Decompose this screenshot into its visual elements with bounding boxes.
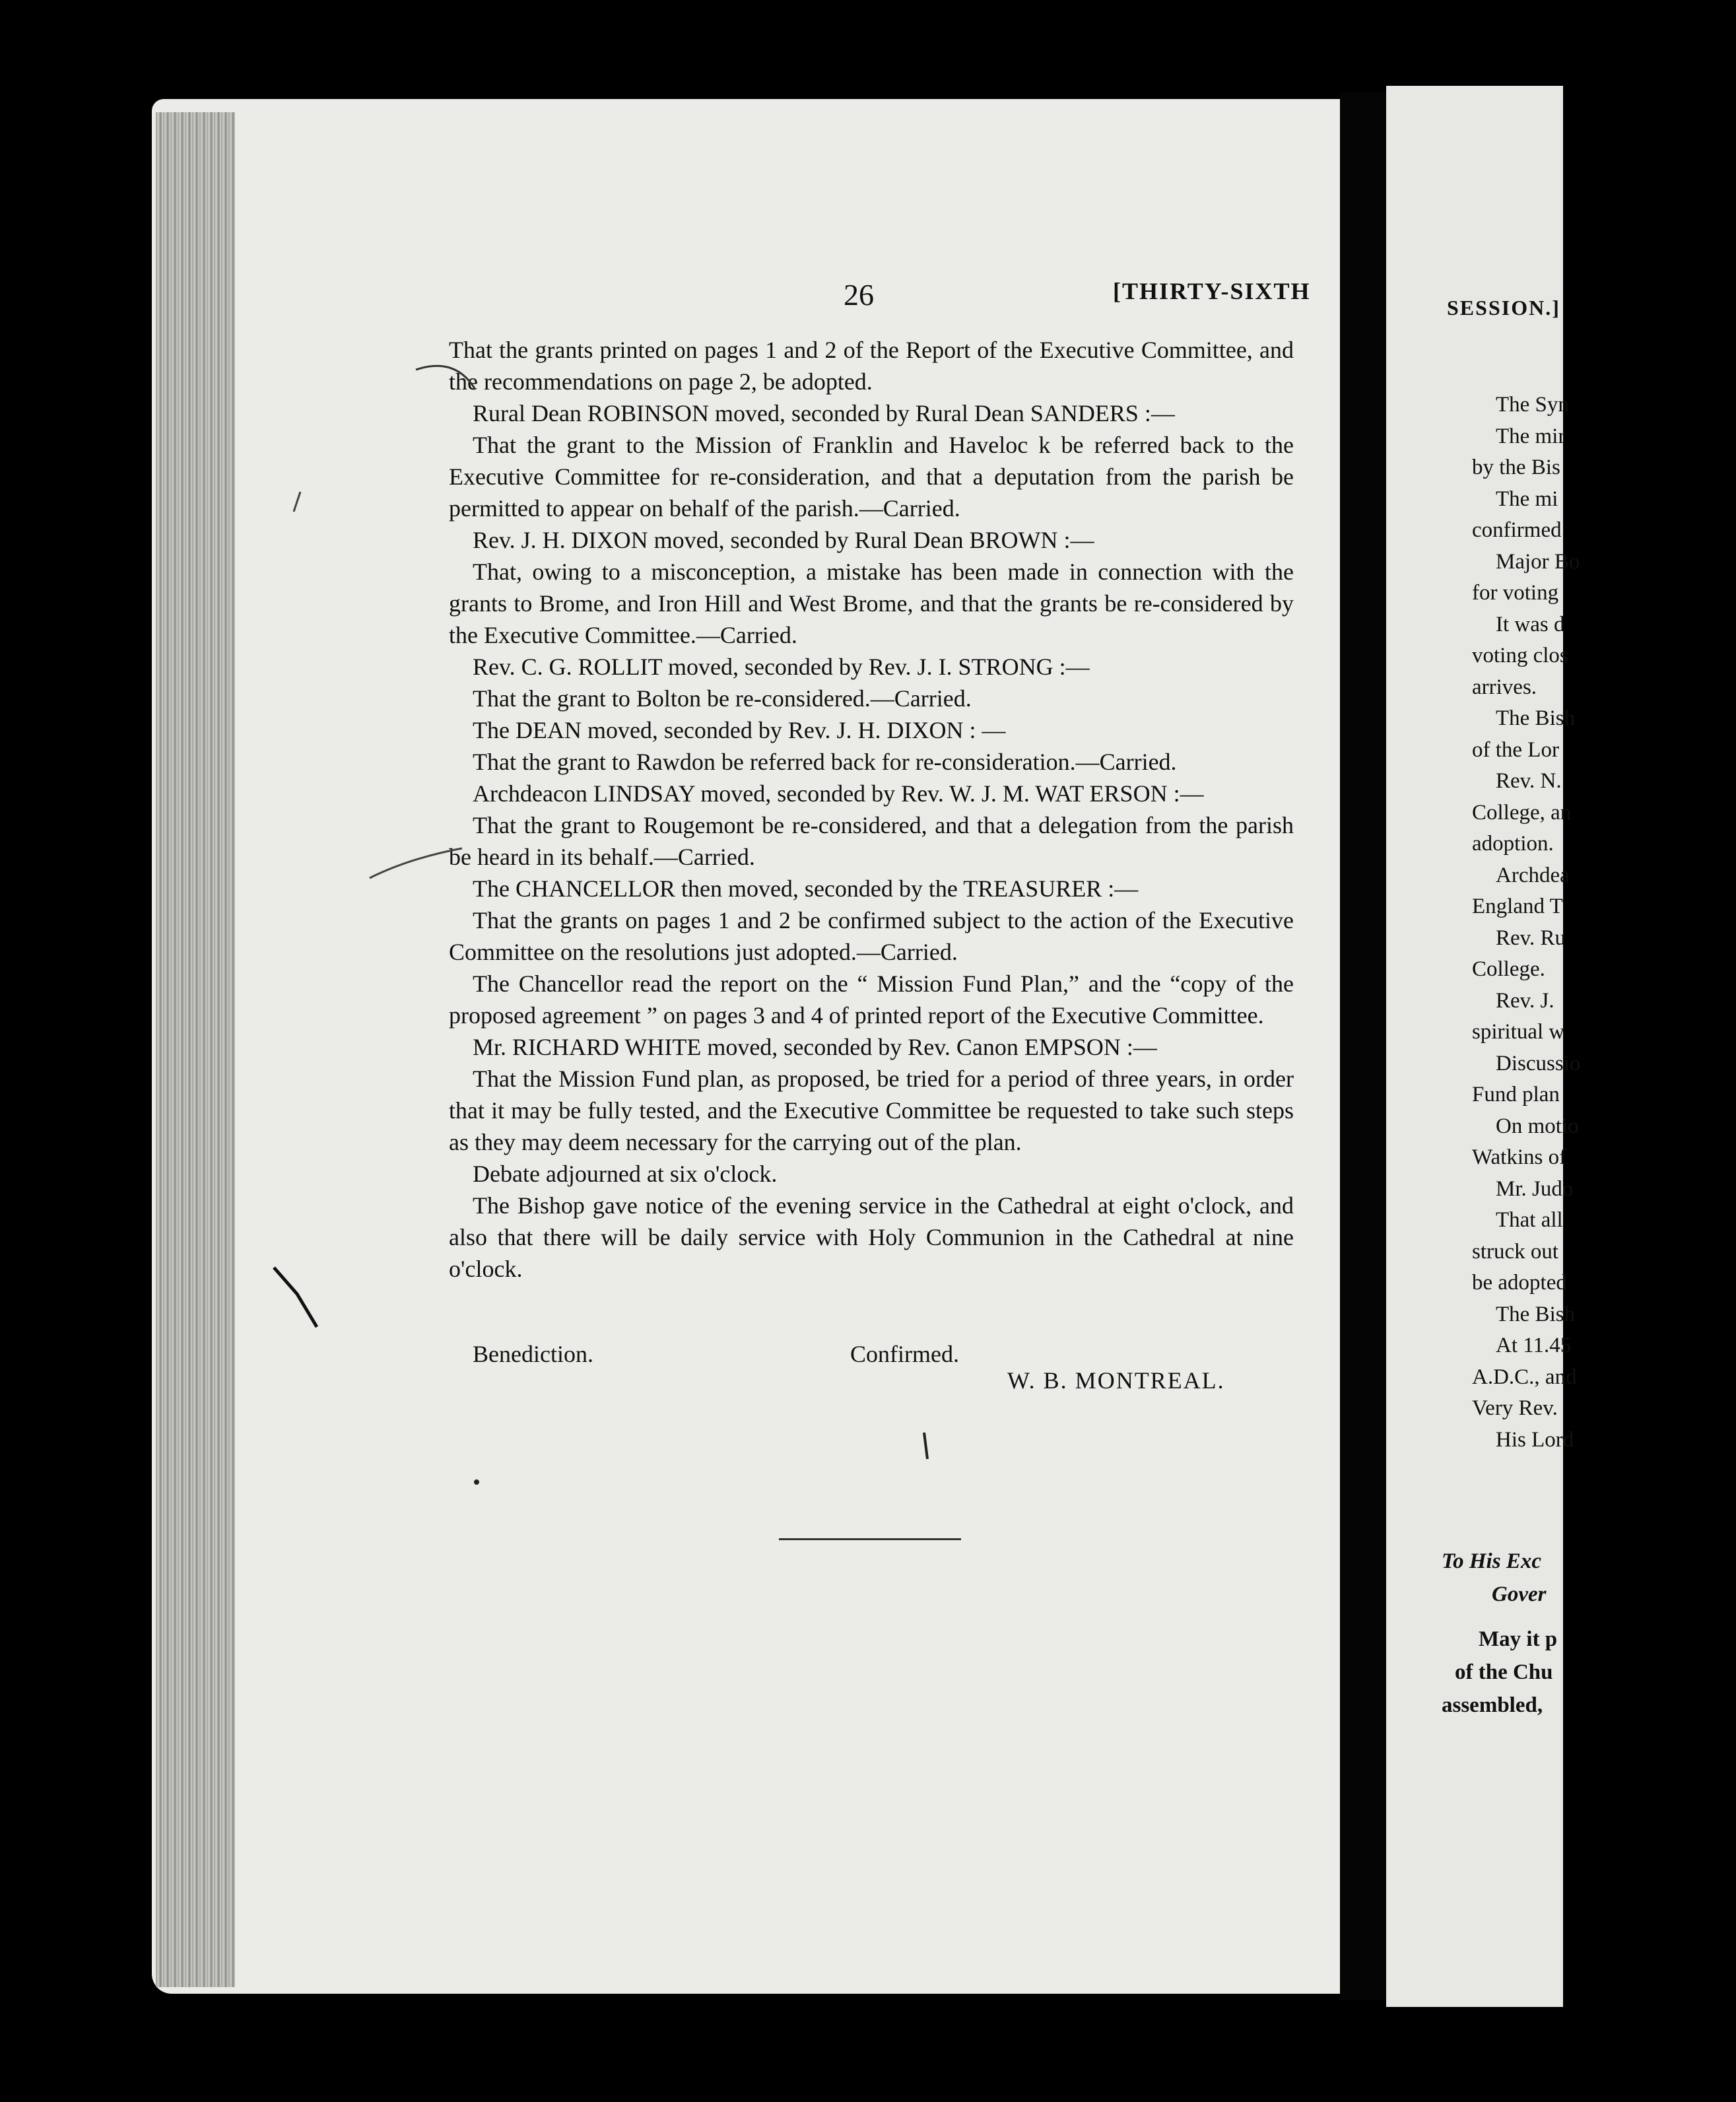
- pen-stroke: [370, 848, 462, 878]
- text-line: confirmed: [1472, 518, 1562, 542]
- text-line: voting clos: [1472, 644, 1568, 667]
- text-line: His Lord: [1496, 1427, 1574, 1452]
- motion-line: The DEAN moved, seconded by Rev. J. H. DIXON : —: [473, 717, 1006, 743]
- motion-line: Rural Dean ROBINSON moved, seconded by Rural Dean SANDERS :—: [473, 400, 1175, 426]
- bishop-signature: W. B. MONTREAL.: [1007, 1367, 1225, 1394]
- resolution-paragraph: That the grant to Rawdon be referred back for re-consideration.—Carried.: [473, 749, 1177, 775]
- text-line: Fund plan: [1472, 1083, 1560, 1106]
- resolution-paragraph: That the grant to Rougemont be re-considered, and that a delegation from the parish be heard in its behalf.—Carried.: [449, 812, 1294, 870]
- confirmed-label: Confirmed.: [850, 1341, 959, 1367]
- section-title: [THIRTY-SIXTH: [1113, 278, 1311, 304]
- notice-paragraph: The Bishop gave notice of the evening service in the Cathedral at eight o'clock, and also that there will be daily service with Holy Communion in the Cathedral at nine o'clock.: [449, 1192, 1294, 1282]
- text-line: spiritual w: [1472, 1020, 1565, 1044]
- text-line: It was d: [1496, 612, 1565, 636]
- pen-stroke: [924, 1433, 927, 1459]
- pen-stroke: [416, 366, 475, 390]
- address-line: Gover: [1492, 1582, 1547, 1606]
- page-number: 26: [844, 278, 874, 312]
- paragraph: That the grants printed on pages 1 and 2 of the Report of the Executive Committee, and the recommendations on page 2, be adopted.: [449, 337, 1294, 395]
- facing-page: [1386, 86, 1581, 2007]
- adjournment-line: Debate adjourned at six o'clock.: [473, 1161, 778, 1187]
- facing-text-fragment: [1472, 390, 1736, 1456]
- resolution-paragraph: That the Mission Fund plan, as proposed, be tried for a period of three years, in order that it may be fully tested, and the Executive Committee be requested to take such steps as they may deem necessary for the carrying out of the plan.: [449, 1066, 1294, 1155]
- address-body-line: May it p: [1479, 1627, 1558, 1651]
- text-line: A.D.C., and: [1472, 1365, 1577, 1389]
- pen-stroke: [274, 1268, 317, 1327]
- motion-line: Archdeacon LINDSAY moved, seconded by Rev. W. J. M. WAT ERSON :—: [473, 780, 1204, 807]
- text-line: Very Rev.: [1472, 1396, 1558, 1420]
- text-line: Rev. N.: [1496, 769, 1562, 793]
- text-line: The mi: [1496, 487, 1558, 511]
- text-line: Discussio: [1496, 1051, 1581, 1075]
- text-line: College, an: [1472, 800, 1572, 825]
- resolution-paragraph: That the grant to Bolton be re-considered.—Carried.: [473, 685, 972, 712]
- text-line: Archdea: [1496, 863, 1570, 887]
- text-line: Watkins of: [1472, 1145, 1567, 1169]
- text-line: College.: [1472, 957, 1545, 981]
- motion-line: Mr. RICHARD WHITE moved, seconded by Rev. Canon EMPSON :—: [473, 1034, 1157, 1060]
- text-line: Mr. Judo: [1496, 1176, 1574, 1201]
- text-line: England T: [1472, 895, 1563, 918]
- text-line: On motio: [1496, 1114, 1579, 1138]
- text-line: The Bish: [1496, 1302, 1576, 1326]
- facing-address: [1442, 1545, 1706, 1722]
- pen-stroke: [294, 492, 300, 512]
- text-line: Major Bo: [1496, 549, 1580, 574]
- facing-running-head: SESSION.]: [1447, 296, 1560, 320]
- address-line: To His Exc: [1442, 1549, 1541, 1573]
- motion-line: Rev. C. G. ROLLIT moved, seconded by Rev. J. I. STRONG :—: [473, 654, 1090, 680]
- text-line: be adopted: [1472, 1271, 1567, 1295]
- resolution-paragraph: That the grants on pages 1 and 2 be confirmed subject to the action of the Executive Committee on the resolutions just adopted.—Carried.: [449, 907, 1294, 965]
- motion-line: The CHANCELLOR then moved, seconded by the TREASURER :—: [473, 875, 1139, 902]
- text-line: struck out: [1472, 1239, 1559, 1264]
- text-line: The mir: [1496, 424, 1566, 448]
- address-body-line: assembled,: [1442, 1693, 1543, 1717]
- text-line: by the Bis: [1472, 456, 1560, 479]
- motion-line: Rev. J. H. DIXON moved, seconded by Rural Dean BROWN :—: [473, 527, 1094, 553]
- text-line: of the Lor: [1472, 737, 1559, 762]
- text-line: adoption.: [1472, 832, 1554, 856]
- text-line: That all: [1496, 1208, 1563, 1232]
- text-line: Rev. J.: [1496, 988, 1554, 1013]
- text-line: Rev. Ru: [1496, 926, 1566, 950]
- text-line: At 11.45: [1496, 1334, 1572, 1357]
- text-line: for voting: [1472, 581, 1559, 605]
- address-body-line: of the Chu: [1455, 1660, 1553, 1684]
- resolution-paragraph: That the grant to the Mission of Franklin and Haveloc k be referred back to the Executive Committee for re-consideration, and that a deputation from the parish be permitted to appear on behalf of the parish.—Carried.: [449, 432, 1294, 522]
- text-line: The Syn: [1496, 393, 1569, 417]
- benediction-label: Benediction.: [473, 1341, 593, 1367]
- resolution-paragraph: That, owing to a misconception, a mistake has been made in connection with the grants to Brome, and Iron Hill and West Brome, and that the grants be re-considered by the Executive Committee.—Carried.: [449, 559, 1294, 648]
- report-paragraph: The Chancellor read the report on the “ Mission Fund Plan,” and the “copy of the proposed agreement ” on pages 3 and 4 of printed report of the Executive Committee.: [449, 970, 1294, 1029]
- text-line: arrives.: [1472, 675, 1537, 699]
- text-line: The Bish: [1496, 706, 1576, 730]
- ink-dot: [474, 1479, 479, 1485]
